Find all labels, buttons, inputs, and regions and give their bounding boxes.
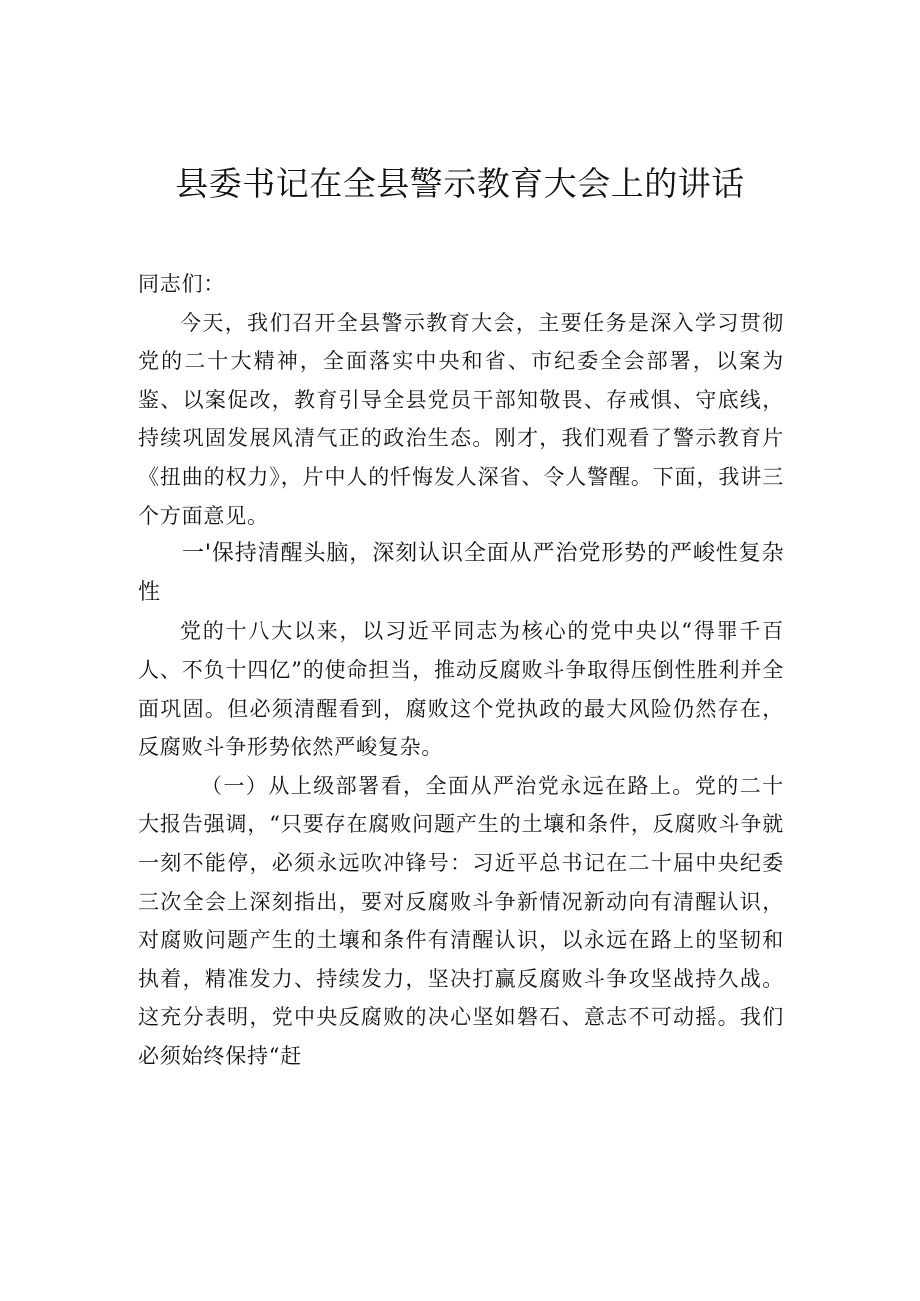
section-paragraph: 党的十八大以来，以习近平同志为核心的党中央以“得罪千百人、不负十四亿”的使命担当，推动反腐败斗争取得压倒性胜利并全面巩固。但必须清醒看到，腐败这个党执政的最大风险仍然存在，反腐败斗争形势依然严峻复杂。 xyxy=(138,619,784,760)
intro-paragraph: 今天，我们召开全县警示教育大会，主要任务是深入学习贯彻党的二十大精神，全面落实中央和省、市纪委全会部署，以案为鉴、以案促改，教育引导全县党员干部知敬畏、存戒惧、守底线，持续巩固发展风清气正的政治生态。刚才，我们观看了警示教育片《扭曲的权力》，片中人的忏悔发人深省、令人警醒。下面，我讲三个方面意见。 xyxy=(138,310,784,528)
document-title: 县委书记在全县警示教育大会上的讲话 xyxy=(175,164,745,203)
document-body xyxy=(138,265,784,1075)
section-heading: 一'保持清醒头脑，深刻认识全面从严治党形势的严峻性复杂性 xyxy=(138,541,784,605)
salutation: 同志们： xyxy=(138,272,226,296)
subsection-paragraph: （一）从上级部署看，全面从严治党永远在路上。党的二十大报告强调，“只要存在腐败问题产生的土壤和条件，反腐败斗争就一刻不能停，必须永远吹冲锋号：习近平总书记在二十届中央纪委三次全会上深刻指出，要对反腐败斗争新情况新动向有清醒认识，对腐败问题产生的土壤和条件有清醒认识，以永远在路上的坚韧和执着，精准发力、持续发力，坚决打赢反腐败斗争攻坚战持久战。这充分表明，党中央反腐败的决心坚如磐石、意志不可动摇。我们必须始终保持“赶 xyxy=(138,773,784,1068)
